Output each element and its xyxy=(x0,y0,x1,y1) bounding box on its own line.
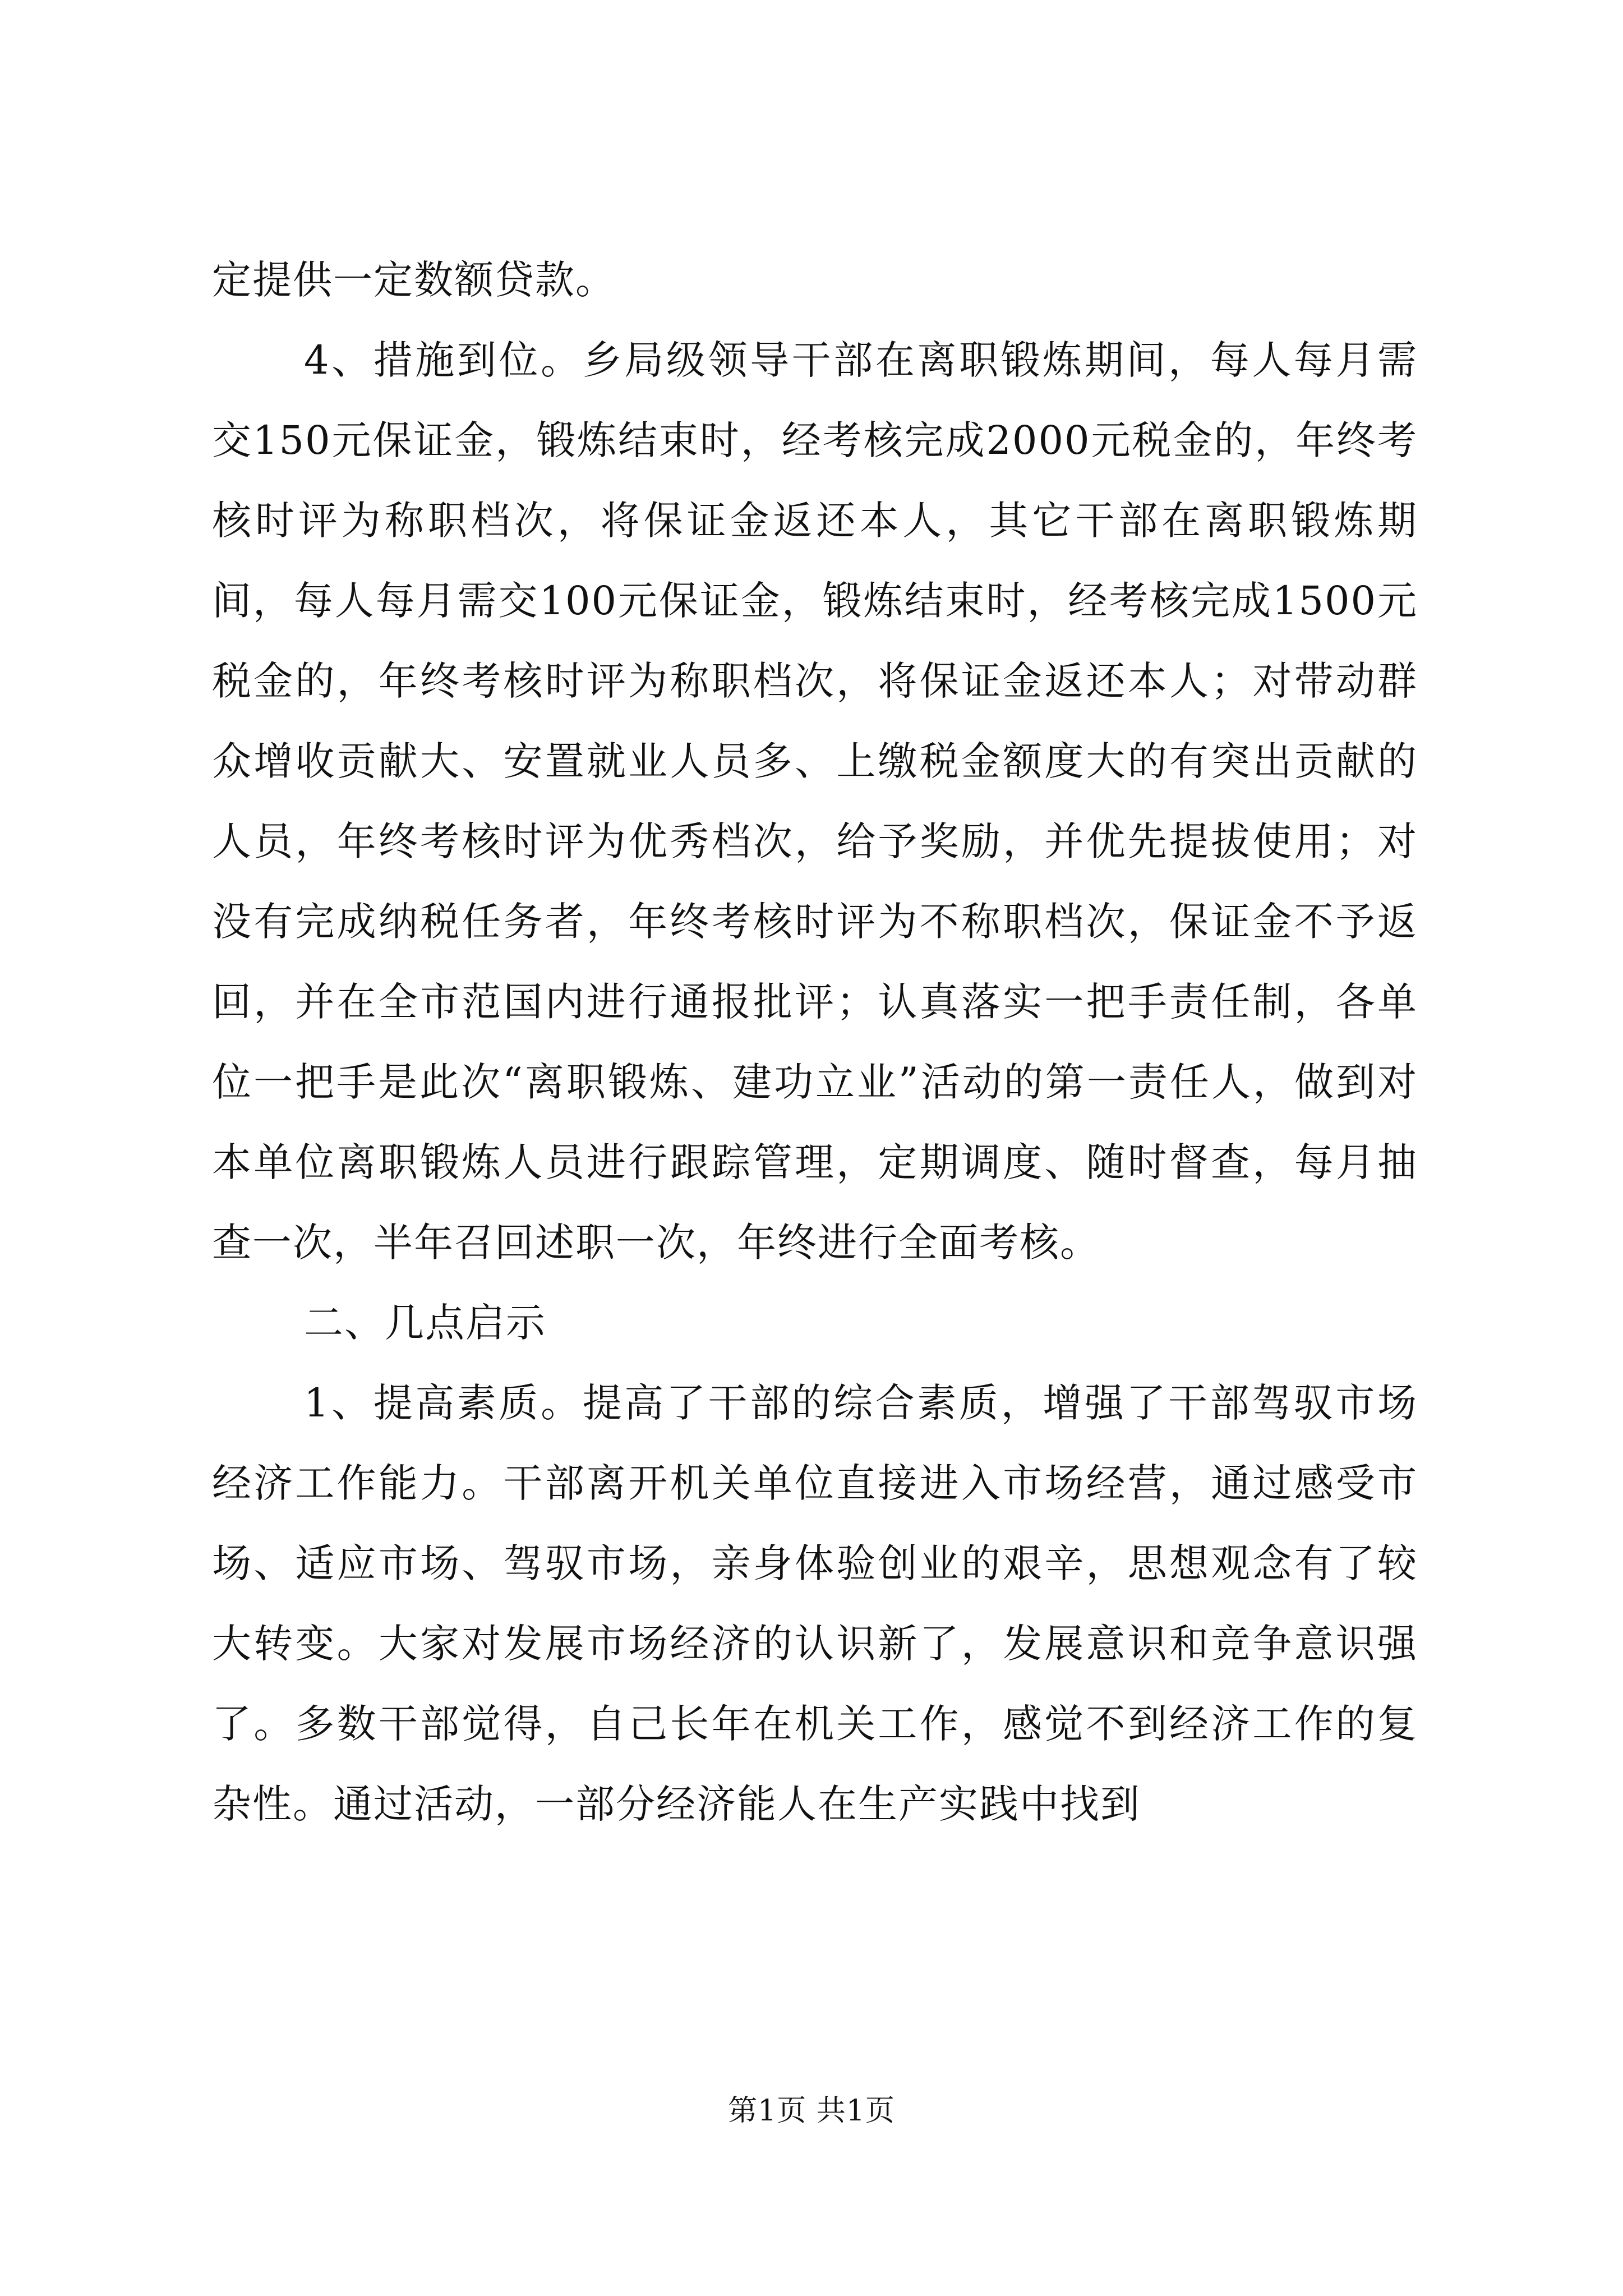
paragraph-measures: 4、措施到位。乡局级领导干部在离职锻炼期间，每人每月需交150元保证金，锻炼结束时，经考核完成2000元税金的，年终考核时评为称职档次，将保证金返还本人，其它干部在离职锻炼期间，每人每月需交100元保证金，锻炼结束时，经考核完成1500元税金的，年终考核时评为称职档次，将保证金返还本人；对带动群众增收贡献大、安置就业人员多、上缴税金额度大的有突出贡献的人员，年终考核时评为优秀档次，给予奖励，并优先提拔使用；对没有完成纳税任务者，年终考核时评为不称职档次，保证金不予返回，并在全市范国内进行通报批评；认真落实一把手责任制，各单位一把手是此次“离职锻炼、建功立业”活动的第一责任人，做到对本单位离职锻炼人员进行跟踪管理，定期调度、随时督查，每月抽查一次，半年召回述职一次，年终进行全面考核。 xyxy=(212,337,1418,1266)
document-body xyxy=(212,240,1418,1844)
paragraph-quality: 1、提高素质。提高了干部的综合素质，增强了干部驾驭市场经济工作能力。干部离开机关单位直接进入市场经营，通过感受市场、适应市场、驾驭市场，亲身体验创业的艰辛，思想观念有了较大转变。大家对发展市场经济的认识新了，发展意识和竞争意识强了。多数干部觉得，自己长年在机关工作，感觉不到经济工作的复杂性。通过活动，一部分经济能人在生产实践中找到 xyxy=(212,1380,1418,1827)
section-heading: 二、几点启示 xyxy=(304,1300,546,1346)
page-footer xyxy=(0,2091,1623,2131)
page-number-label: 第1页 共1页 xyxy=(728,2094,895,2128)
paragraph-continuation: 定提供一定数额贷款。 xyxy=(212,257,616,303)
